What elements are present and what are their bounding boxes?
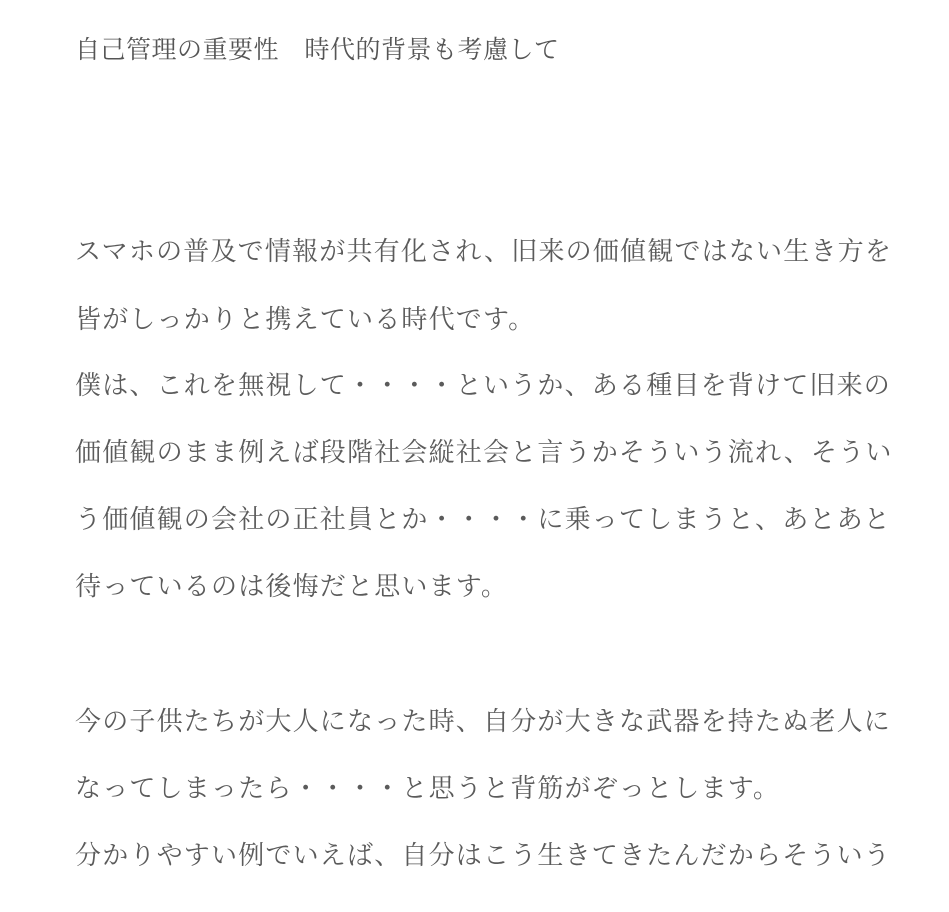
document-title: 自己管理の重要性 時代的背景も考慮して	[75, 35, 560, 64]
bottom-crop-edge	[0, 898, 949, 912]
text-line: 僕は、これを無視して・・・・というか、ある種目を背けて旧来の	[75, 371, 892, 401]
text-line: 今の子供たちが大人になった時、自分が大きな武器を持たぬ老人に	[75, 707, 892, 737]
text-line: なってしまったら・・・・と思うと背筋がぞっとします。	[75, 774, 781, 804]
text-line: 価値観のまま例えば段階社会縦社会と言うかそういう流れ、そうい	[75, 438, 893, 468]
text-line: スマホの普及で情報が共有化され、旧来の価値観ではない生き方を	[75, 237, 893, 267]
text-line: う価値観の会社の正社員とか・・・・に乗ってしまうと、あとあと	[75, 505, 892, 535]
text-line: 待っているのは後悔だと思います。	[75, 572, 509, 602]
text-line: 皆がしっかりと携えている時代です。	[75, 305, 536, 335]
text-line: 分かりやすい例でいえば、自分はこう生きてきたんだからそういう	[75, 841, 892, 871]
